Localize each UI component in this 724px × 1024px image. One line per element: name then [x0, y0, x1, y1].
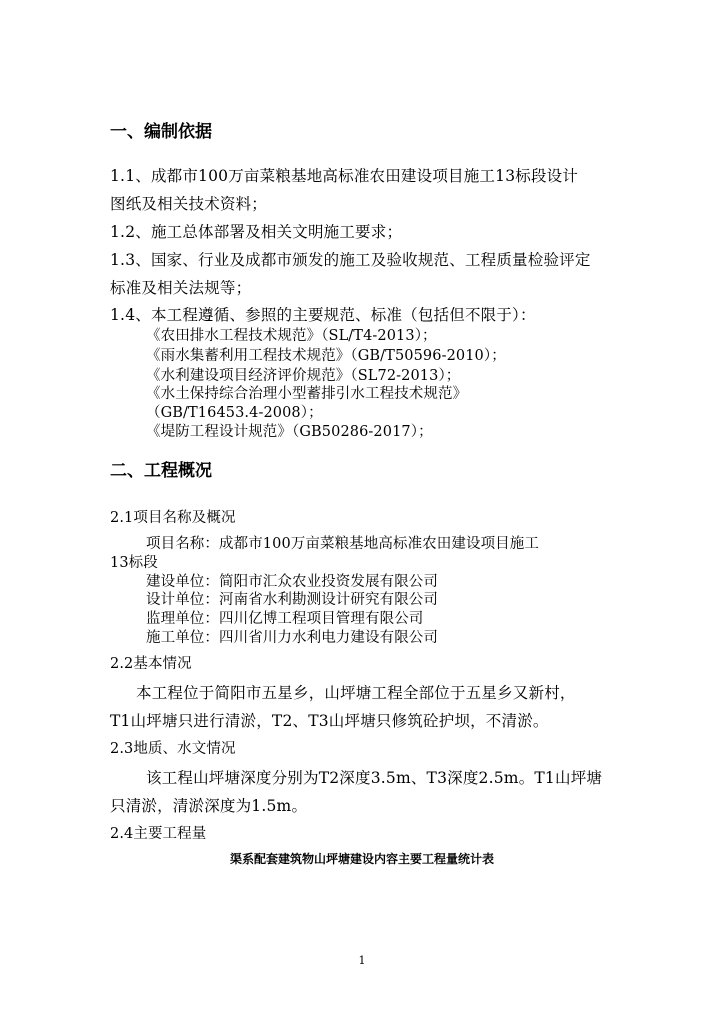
- paragraph-1-1-line1: 1.1、成都市100万亩菜粮基地高标准农田建设项目施工13标段设计: [110, 167, 579, 185]
- standard-item: 《农田排水工程技术规范》（SL/T4-2013）；: [146, 328, 437, 344]
- subsection-2-4-title: 2.4主要工程量: [110, 826, 207, 842]
- unit-item: 建设单位：简阳市汇众农业投资发展有限公司: [146, 574, 438, 590]
- basic-info-line1: 本工程位于简阳市五星乡，山坪塘工程全部位于五星乡又新村，: [136, 684, 576, 702]
- standard-item: 《水土保持综合治理小型蓄排引水工程技术规范》: [146, 386, 468, 402]
- project-name-line2: 13标段: [110, 555, 158, 571]
- standard-item: 《堤防工程设计规范》（GB50286-2017）；: [146, 424, 433, 440]
- paragraph-1-3-line2: 标准及相关法规等；: [110, 279, 252, 297]
- table-caption: 渠系配套建筑物山坪塘建设内容主要工程量统计表: [229, 852, 494, 866]
- paragraph-1-4: 1.4、本工程遵循、参照的主要规范、标准（包括但不限于）：: [110, 306, 536, 324]
- subsection-2-2-title: 2.2基本情况: [110, 656, 192, 672]
- standard-item: 《水利建设项目经济评价规范》（SL72-2013）；: [146, 368, 461, 384]
- geology-line2: 只清淤，清淤深度为1.5m。: [110, 797, 308, 815]
- subsection-2-3-title: 2.3地质、水文情况: [110, 741, 236, 757]
- page-number: 1: [358, 954, 366, 967]
- geology-line1: 该工程山坪塘深度分别为T2深度3.5m、T3深度2.5m。T1山坪塘: [146, 769, 603, 787]
- subsection-2-1-title: 2.1项目名称及概况: [110, 510, 236, 526]
- section1-heading: 一、编制依据: [110, 122, 212, 142]
- project-name-line1: 项目名称：成都市100万亩菜粮基地高标准农田建设项目施工: [146, 536, 539, 552]
- section2-heading: 二、工程概况: [110, 461, 212, 481]
- basic-info-line2: T1山坪塘只进行清淤，T2、T3山坪塘只修筑砼护坝，不清淤。: [110, 712, 549, 730]
- paragraph-1-1-line2: 图纸及相关技术资料；: [110, 195, 268, 213]
- unit-item: 设计单位：河南省水利勘测设计研究有限公司: [146, 592, 438, 608]
- standard-item: （GB/T16453.4-2008）；: [146, 405, 323, 421]
- paragraph-1-2: 1.2、施工总体部署及相关文明施工要求；: [110, 223, 403, 241]
- unit-item: 施工单位：四川省川力水利电力建设有限公司: [146, 630, 438, 646]
- paragraph-1-3-line1: 1.3、国家、行业及成都市颁发的施工及验收规范、工程质量检验评定: [110, 251, 591, 269]
- standard-item: 《雨水集蓄利用工程技术规范》（GB/T50596-2010）；: [146, 348, 506, 364]
- unit-item: 监理单位：四川亿博工程项目管理有限公司: [146, 611, 424, 627]
